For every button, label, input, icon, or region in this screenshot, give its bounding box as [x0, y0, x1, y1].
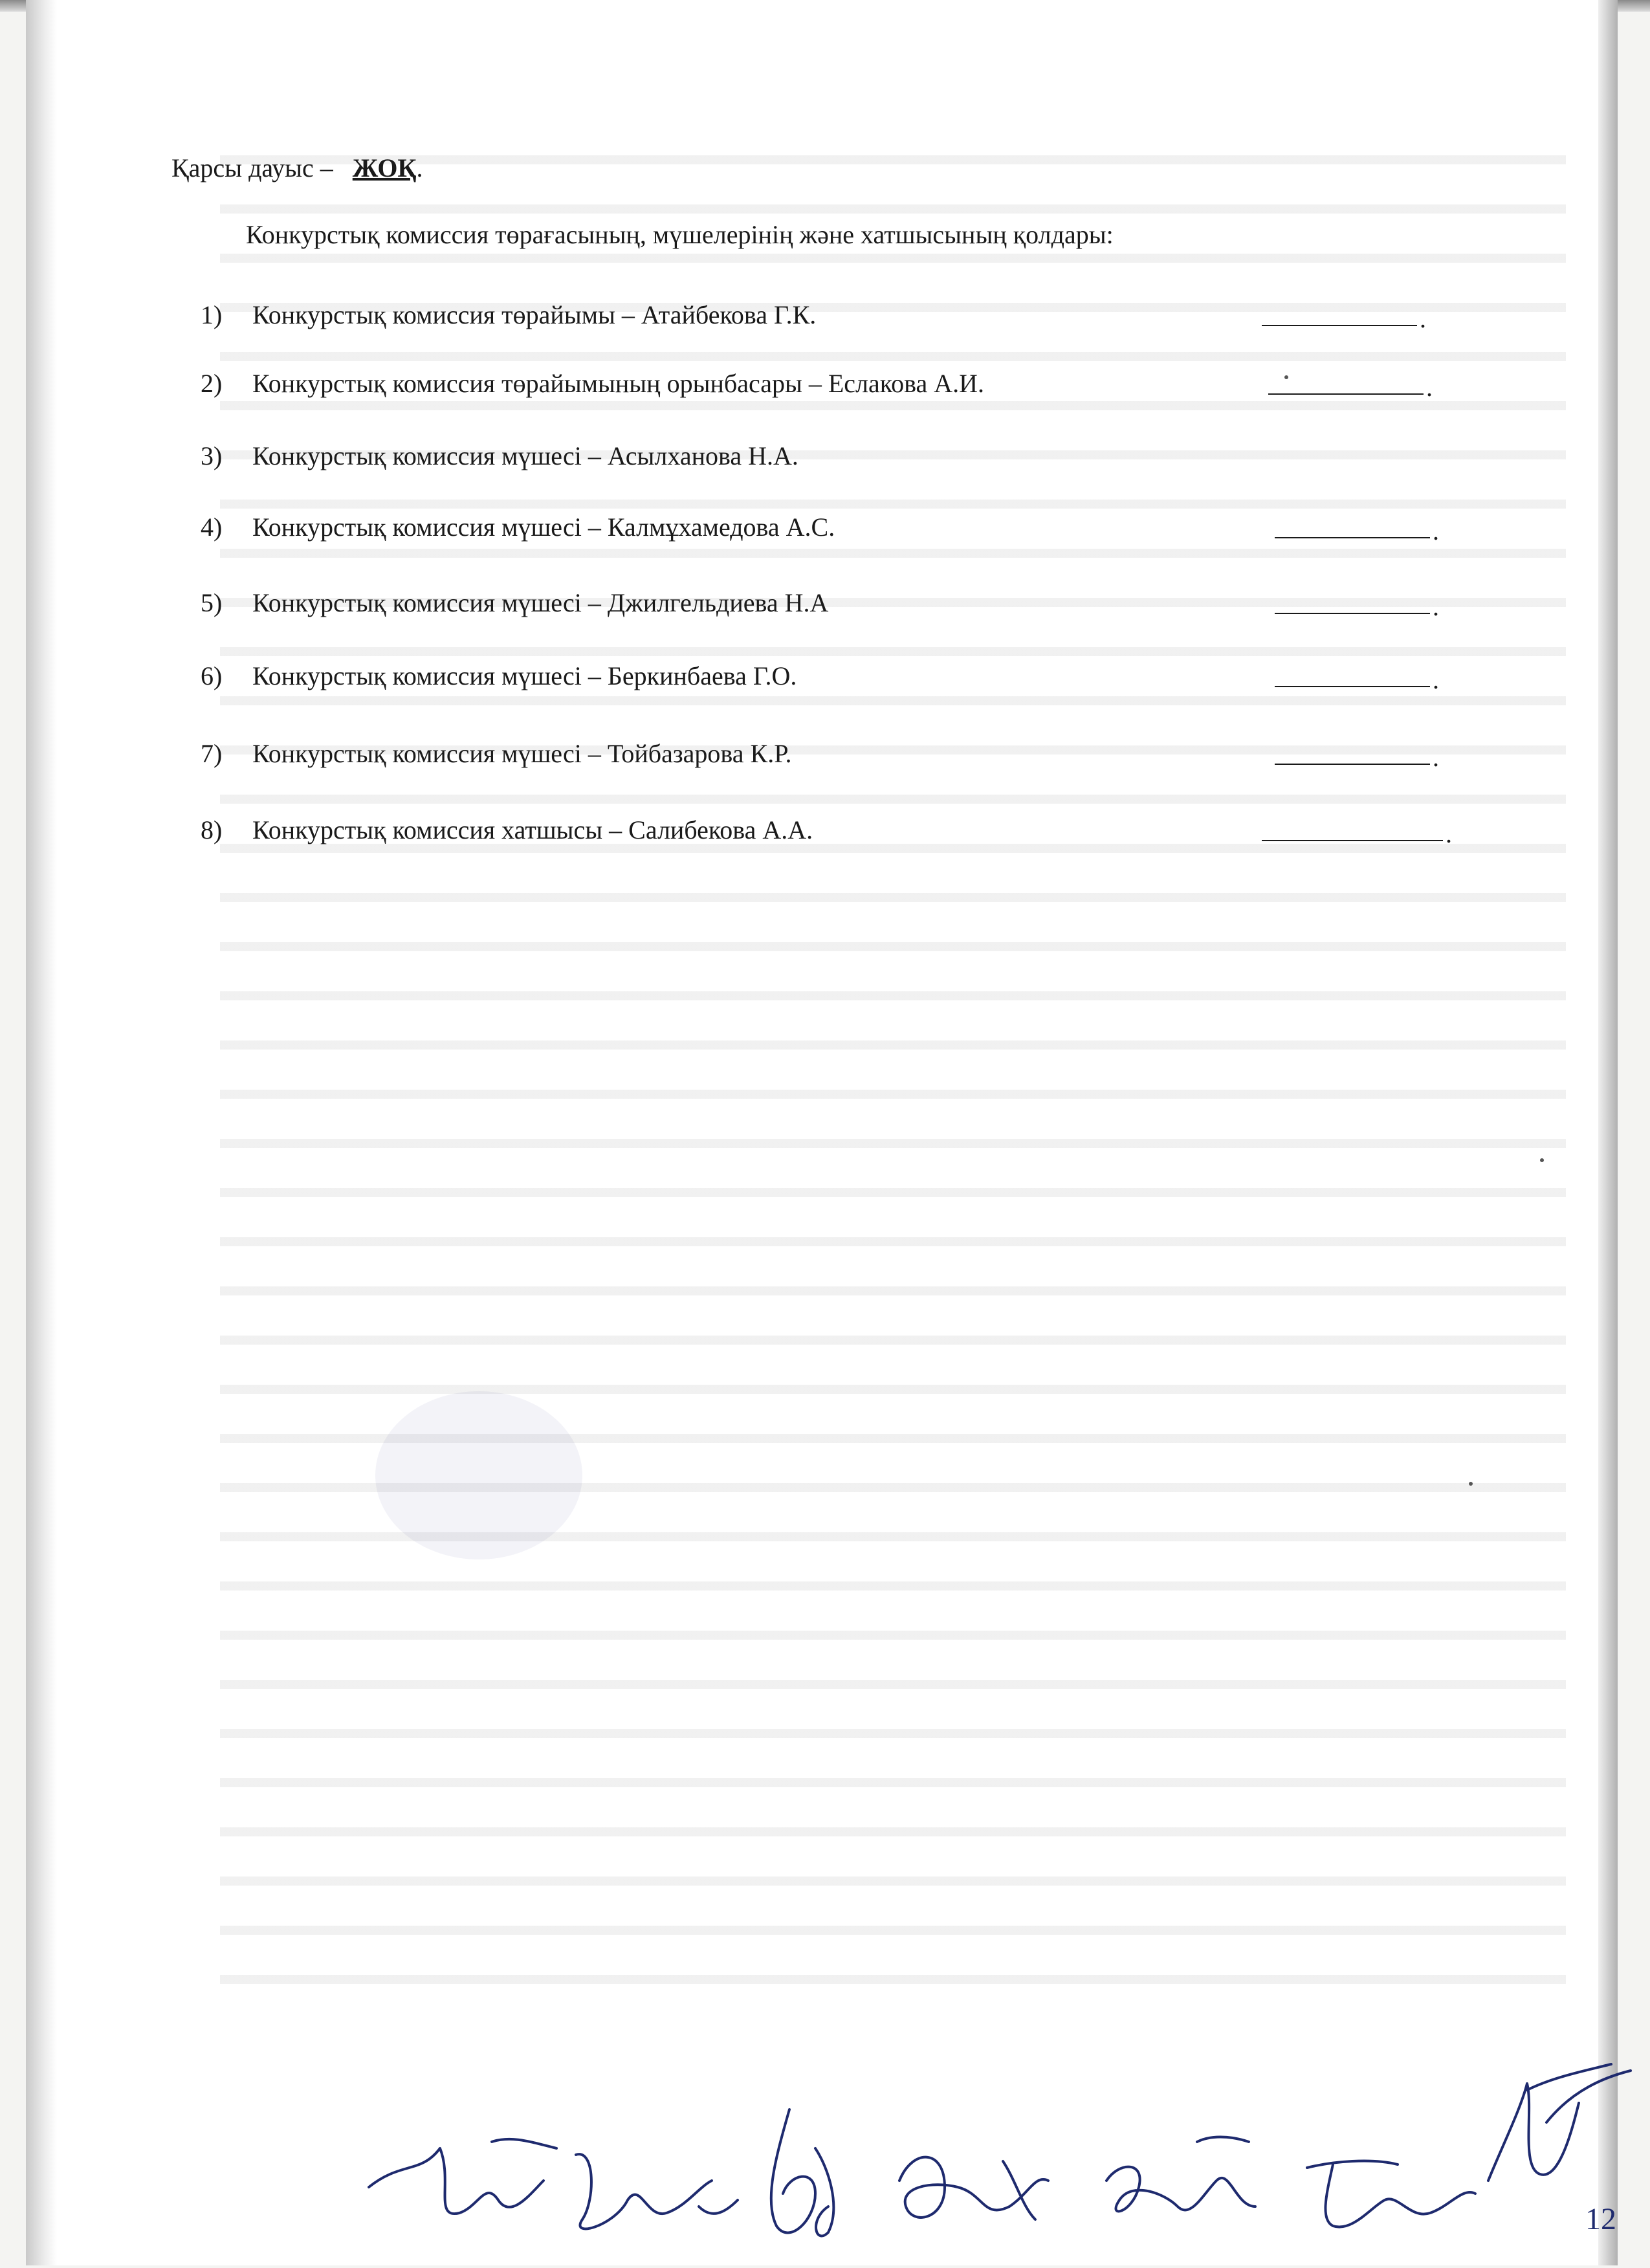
signature-dot: .: [1433, 743, 1439, 772]
signature-line: [1262, 840, 1443, 841]
member-number: 7): [201, 739, 223, 768]
member-role: Конкурстық комиссия төрайымы – Атайбекова Г.К.: [252, 300, 817, 329]
member-row-2: [201, 368, 1469, 406]
document-page: [26, 0, 1618, 2265]
signature-5: [1106, 2137, 1255, 2212]
vote-against-line: [171, 152, 423, 184]
page-number: 12: [1585, 2202, 1616, 2236]
member-role: Конкурстық комиссия мүшесі – Калмұхамедова А.С.: [252, 512, 835, 542]
signature-7: [1488, 2064, 1631, 2181]
vote-against-dot: .: [416, 153, 423, 182]
member-role: Конкурстық комиссия мүшесі – Беркинбаева Г.О.: [252, 661, 797, 690]
member-number: 8): [201, 815, 223, 844]
member-row-4: [201, 511, 1469, 550]
member-number: 2): [201, 369, 223, 398]
signature-1: [369, 2139, 556, 2214]
member-role: Конкурстық комиссия хатшысы – Салибекова А.А.: [252, 815, 813, 844]
signature-line: [1275, 764, 1430, 765]
vote-against-label: Қарсы дауыс –: [171, 153, 333, 182]
scan-speck: [1469, 1482, 1473, 1486]
signature-line: [1262, 325, 1417, 326]
signatures-heading: Конкурстық комиссия төрағасының, мүшелерінің және хатшысының қолдары:: [246, 220, 1114, 249]
member-row-8: [201, 814, 1469, 853]
signature-line: [1268, 393, 1424, 395]
member-row-5: [201, 587, 1469, 626]
handwritten-signatures: [362, 2051, 1644, 2265]
signature-3: [771, 2109, 834, 2236]
signature-dot: .: [1420, 304, 1426, 333]
member-role: Конкурстық комиссия төрайымының орынбасары – Еслакова А.И.: [252, 369, 985, 398]
signature-dot: .: [1433, 592, 1439, 621]
reverse-side-bleed-through: [220, 155, 1566, 1999]
signature-line: [1275, 686, 1430, 687]
member-role: Конкурстық комиссия мүшесі – Джилгельдиева Н.А: [252, 588, 829, 617]
member-row-3: [201, 440, 1469, 479]
member-number: 1): [201, 300, 223, 329]
signature-6: [1307, 2161, 1475, 2227]
signatures-drawing: [362, 2051, 1644, 2265]
scan-speck: [1284, 375, 1288, 379]
member-row-1: [201, 299, 1469, 338]
signature-dot: .: [1446, 819, 1452, 848]
scan-speck: [1540, 1158, 1544, 1162]
member-row-7: [201, 738, 1469, 776]
scan-right-shadow: [1598, 0, 1618, 2265]
member-number: 5): [201, 588, 223, 617]
scan-left-shadow: [26, 0, 57, 2265]
vote-against-value: ЖОҚ: [352, 153, 417, 182]
signature-line: [1275, 613, 1430, 614]
signature-line: [1275, 537, 1430, 538]
member-number: 3): [201, 441, 223, 470]
member-row-6: [201, 660, 1469, 699]
faint-stamp-bleed: [375, 1391, 582, 1559]
signature-dot: .: [1433, 516, 1439, 545]
signature-dot: .: [1433, 665, 1439, 694]
signature-2: [576, 2154, 738, 2229]
signature-dot: .: [1426, 373, 1433, 402]
member-number: 4): [201, 512, 223, 542]
member-role: Конкурстық комиссия мүшесі – Асылханова Н.А.: [252, 441, 798, 470]
signature-4: [899, 2157, 1048, 2219]
member-number: 6): [201, 661, 223, 690]
member-role: Конкурстық комиссия мүшесі – Тойбазарова К.Р.: [252, 739, 792, 768]
